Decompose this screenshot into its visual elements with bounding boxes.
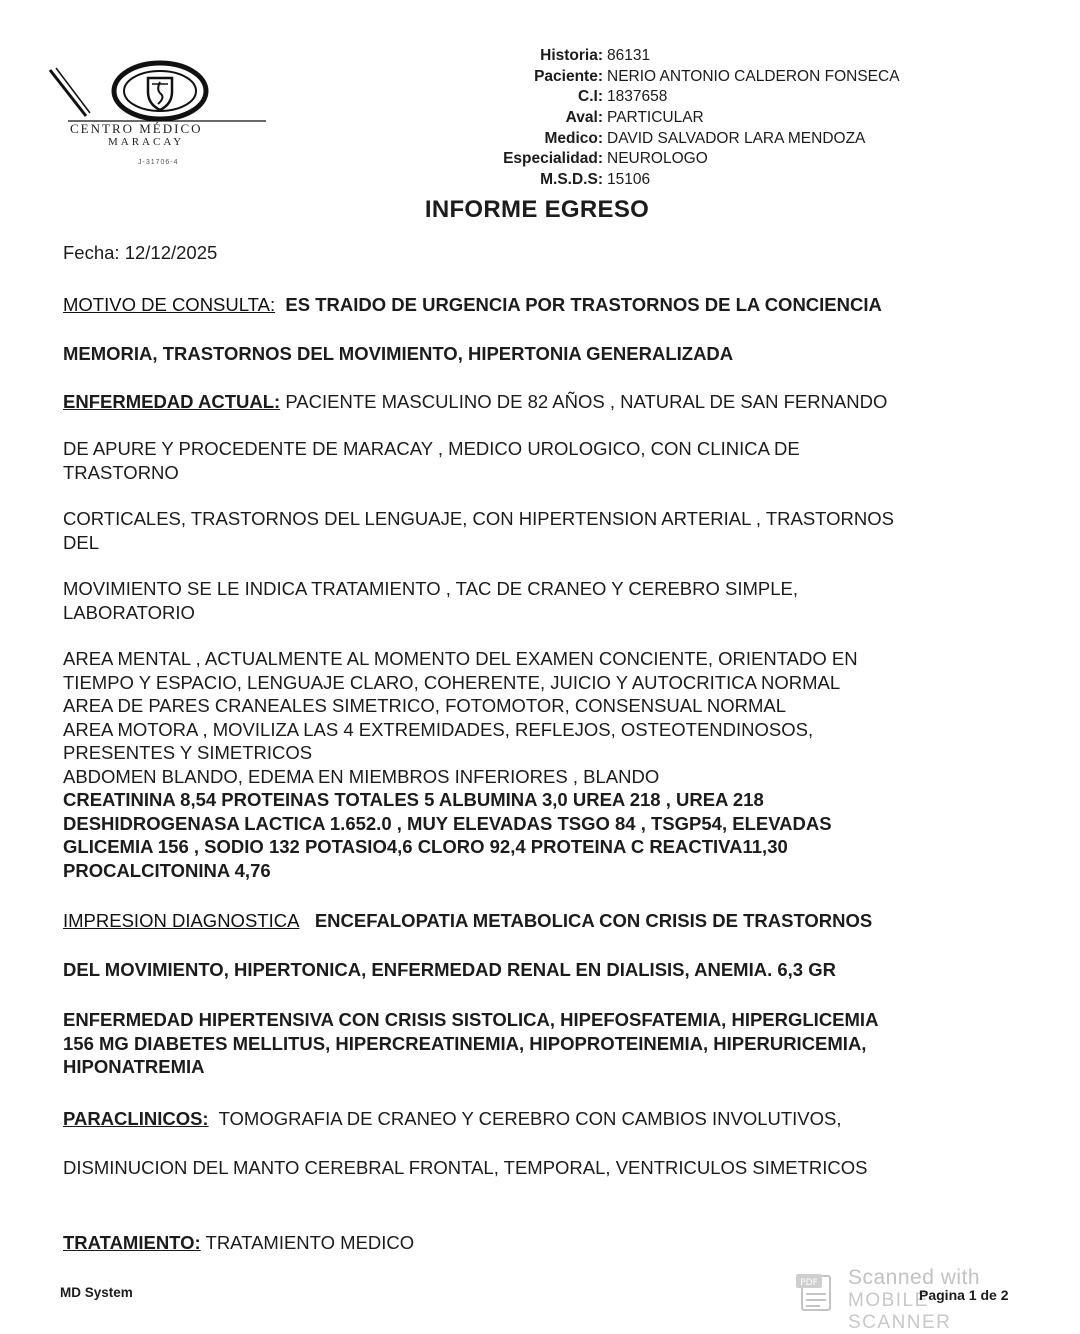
pdf-icon-label: PDF: [800, 1278, 818, 1288]
impresion-line1: [63, 909, 1023, 933]
info-value: 15106: [607, 170, 651, 188]
info-label: M.S.D.S:: [540, 170, 603, 188]
tratamiento-label: TRATAMIENTO:: [63, 1232, 201, 1253]
impresion-label: IMPRESION DIAGNOSTICA: [63, 910, 300, 931]
text-line: ENFERMEDAD HIPERTENSIVA CON CRISIS SISTOLICA, HIPEFOSFATEMIA, HIPERGLICEMIA: [63, 1009, 879, 1030]
info-row-msds: [440, 170, 960, 191]
info-label: C.I:: [578, 88, 603, 106]
text-line: 156 MG DIABETES MELLITUS, HIPERCREATINEMIA, HIPOPROTEINEMIA, HIPERURICEMIA,: [63, 1032, 867, 1054]
text-line: AREA DE PARES CRANEALES SIMETRICO, FOTOMOTOR, CONSENSUAL NORMAL: [63, 695, 787, 717]
info-row-aval: [440, 108, 960, 129]
info-value: PARTICULAR: [607, 109, 704, 127]
paraclinicos-line2: DISMINUCION DEL MANTO CEREBRAL FRONTAL, TEMPORAL, VENTRICULOS SIMETRICOS: [63, 1157, 868, 1178]
text-line: AREA MOTORA , MOVILIZA LAS 4 EXTREMIDADES, REFLEJOS, OSTEOTENDINOSOS,: [63, 718, 814, 740]
watermark-line1: Scanned with: [848, 1266, 981, 1289]
watermark-line2: MOBILE SCANNER: [848, 1290, 952, 1333]
paraclinicos-text: TOMOGRAFIA DE CRANEO Y CEREBRO CON CAMBIOS INVOLUTIVOS,: [218, 1108, 842, 1129]
impresion-line2: DEL MOVIMIENTO, HIPERTONICA, ENFERMEDAD RENAL EN DIALISIS, ANEMIA. 6,3 GR: [63, 959, 836, 980]
text-line: DEL: [63, 531, 99, 553]
enfermedad-label: ENFERMEDAD ACTUAL:: [63, 391, 281, 412]
text-line: DE APURE Y PROCEDENTE DE MARACAY , MEDICO UROLOGICO, CON CLINICA DE: [63, 438, 800, 459]
text-line: LABORATORIO: [63, 601, 195, 623]
info-label: Paciente:: [534, 67, 603, 85]
text-line: ABDOMEN BLANDO, EDEMA EN MIEMBROS INFERIORES , BLANDO: [63, 765, 660, 787]
info-value: NERIO ANTONIO CALDERON FONSECA: [607, 67, 900, 85]
info-label: Historia:: [540, 47, 603, 65]
info-row-historia: [440, 46, 960, 67]
paraclinicos-label: PARACLINICOS:: [63, 1108, 209, 1129]
info-label: Especialidad:: [503, 150, 603, 168]
motivo-label: MOTIVO DE CONSULTA:: [63, 294, 276, 315]
text-line: AREA MENTAL , ACTUALMENTE AL MOMENTO DEL EXAMEN CONCIENTE, ORIENTADO EN: [63, 648, 858, 669]
info-value: NEUROLOGO: [607, 150, 708, 168]
enfermedad-line1: [63, 390, 1023, 414]
clinic-name-line1: CENTRO MÉDICO: [70, 121, 203, 136]
text-line: CREATININA 8,54 PROTEINAS TOTALES 5 ALBUMINA 3,0 UREA 218 , UREA 218: [63, 789, 764, 810]
impresion-paragraph-3: [63, 1008, 1023, 1079]
info-value: 1837658: [607, 88, 668, 106]
patient-info-block: [440, 46, 960, 190]
text-line: PROCALCITONINA 4,76: [63, 859, 271, 881]
text-line: TRASTORNO: [63, 461, 179, 483]
tratamiento-line: [63, 1231, 1023, 1255]
text-line: MOVIMIENTO SE LE INDICA TRATAMIENTO , TAC DE CRANEO Y CEREBRO SIMPLE,: [63, 578, 799, 599]
document-title: INFORME EGRESO: [424, 196, 650, 223]
text-line: PRESENTES Y SIMETRICOS: [63, 742, 313, 764]
impresion-text: ENCEFALOPATIA METABOLICA CON CRISIS DE TRASTORNOS: [314, 910, 873, 931]
info-label: Aval:: [565, 109, 603, 127]
motivo-line1: [63, 293, 1023, 317]
examen-fisico: [63, 647, 1023, 789]
enfermedad-paragraph-4: [63, 577, 1023, 624]
footer-page-number: Pagina 1 de 2: [919, 1287, 1009, 1303]
info-row-paciente: [440, 67, 960, 88]
info-value: DAVID SALVADOR LARA MENDOZA: [607, 129, 866, 147]
motivo-line2: MEMORIA, TRASTORNOS DEL MOVIMIENTO, HIPERTONIA GENERALIZADA: [63, 343, 734, 364]
fecha-line: [63, 241, 1023, 265]
enfermedad-paragraph-2: [63, 437, 1023, 484]
laboratorio-results: [63, 788, 1023, 882]
pdf-document-icon: [796, 1268, 840, 1312]
motivo-text: ES TRAIDO DE URGENCIA POR TRASTORNOS DE LA CONCIENCIA: [285, 294, 882, 315]
info-value: 86131: [607, 47, 651, 65]
clinic-logo: [48, 58, 278, 188]
tratamiento-text: TRATAMIENTO MEDICO: [205, 1232, 415, 1253]
fecha-value: 12/12/2025: [124, 242, 218, 263]
text-line: DESHIDROGENASA LACTICA 1.652.0 , MUY ELEVADAS TSGO 84 , TSGP54, ELEVADAS: [63, 812, 832, 834]
info-label: Medico:: [544, 129, 603, 147]
text-line: HIPONATREMIA: [63, 1056, 205, 1078]
info-row-medico: [440, 128, 960, 149]
enfermedad-paragraph-3: [63, 507, 1023, 554]
footer-system: MD System: [60, 1285, 133, 1300]
info-row-especialidad: [440, 149, 960, 170]
info-row-ci: [440, 87, 960, 108]
clinic-rif: J-31706-4: [138, 159, 179, 166]
text-line: CORTICALES, TRASTORNOS DEL LENGUAJE, CON HIPERTENSION ARTERIAL , TRASTORNOS: [63, 508, 894, 529]
text-line: GLICEMIA 156 , SODIO 132 POTASIO4,6 CLORO 92,4 PROTEINA C REACTIVA11,30: [63, 836, 788, 858]
clinic-name-line2: MARACAY: [108, 136, 185, 148]
text-line: TIEMPO Y ESPACIO, LENGUAJE CLARO, COHERENTE, JUICIO Y AUTOCRITICA NORMAL: [63, 671, 841, 693]
enfermedad-text: PACIENTE MASCULINO DE 82 AÑOS , NATURAL DE SAN FERNANDO: [285, 391, 888, 412]
fecha-label: Fecha:: [63, 242, 120, 263]
paraclinicos-line1: [63, 1107, 1023, 1131]
